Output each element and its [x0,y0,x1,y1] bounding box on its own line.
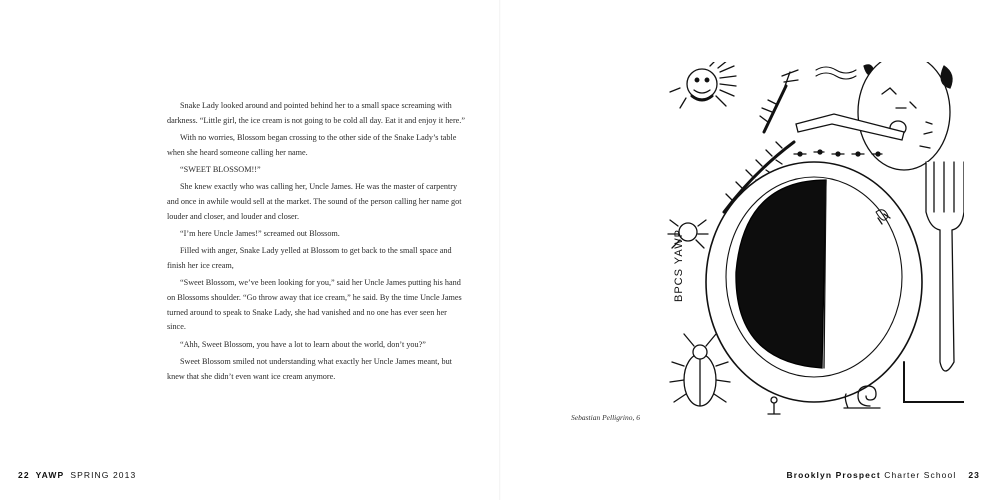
illustration-caption: Sebastian Pelligrino, 6 [571,413,640,422]
story-paragraph-4: She knew exactly who was calling her, Uncle James. He was the master of carpentry and once in awhile would sell at the market. The sound of the person calling her name got louder and closer, and louder and closer. [167,182,462,221]
story-paragraph-1: Snake Lady looked around and pointed behind her to a small space screaming with darkness. “Little girl, the ice cream is not going to be cold all day. Eat it and enjoy it here.” [167,101,465,125]
flower-icon [768,397,780,414]
sun-icon [670,62,736,108]
issue-label: SPRING 2013 [70,470,137,480]
right-page-number: 23 [968,470,980,480]
ants-icon [794,150,882,156]
caterpillar-icon [816,65,874,79]
school-name-bold: Brooklyn Prospect [786,470,881,480]
plate-signature: BPCS YAWP [673,229,685,302]
story-paragraph-8: “Ahh, Sweet Blossom, you have a lot to learn about the world, don’t you?” [180,339,426,349]
footer-right [786,470,980,480]
story-paragraph-2: With no worries, Blossom began crossing to the other side of the Snake Lady’s table when she heard someone calling her name. [167,133,457,157]
story-paragraph-6: Filled with anger, Snake Lady yelled at Blossom to get back to the small space and finish her ice cream, [167,246,452,270]
story-paragraph-5: “I’m here Uncle James!” screamed out Blossom. [180,229,340,238]
story-paragraph-9: Sweet Blossom smiled not understanding what exactly her Uncle James meant, but knew that she didn’t even want ice cream anymore. [167,357,452,381]
plate-illustration-icon [664,62,964,432]
story-text [167,99,467,387]
magazine-title: YAWP [35,470,65,480]
school-name-rest: Charter School [884,470,957,480]
story-paragraph-3: “SWEET BLOSSOM!!” [180,165,261,174]
footer-left [18,470,136,480]
dragonfly-icon [760,70,798,132]
story-paragraph-7: “Sweet Blossom, we’ve been looking for you,” said her Uncle James putting his hand on Blossoms shoulder. “Go throw away that ice cream,” he said. By the time Uncle James turned around to speak to Snake Lady, she had vanished and no one has ever seen her since. [167,278,462,332]
beetle-icon [670,334,730,406]
page-gutter [499,0,501,500]
plate-icon [706,162,922,402]
left-page-number: 22 [18,470,30,480]
